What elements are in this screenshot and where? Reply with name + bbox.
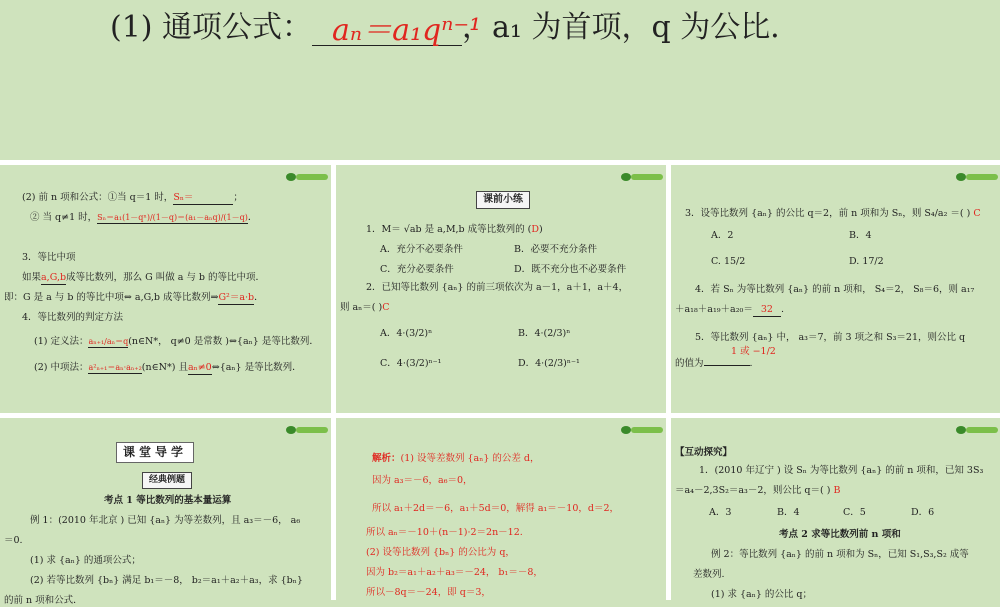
slide-sum-formula: (2) 前 n 项和公式：①当 q＝1 时，Sₙ＝ ； ② 当 q≠1 时，Sₙ＝a₁(1－qⁿ)/(1－q)＝(a₁－aₙq)/(1－q)． 3．等比中项 如果a,G,b成等比数列，那么 G 叫做 a 与 b 的等比中项． 即：G 是 a 与 b 的等比中项⇔ a,G,b 成等比数列⇒G²＝a·b． 4．等比数列的判定方法 (1) 定义法：aₙ₊₁/aₙ＝q(n∈N*， q≠0 是常数 )⇔{aₙ} 是等比数列． (2) 中项法：a²ₙ₊₁＝aₙ·aₙ₊₂(n∈N*) 且aₙ≠0⇔{aₙ} 是等比数列．: [0, 165, 331, 413]
slide-practice-3-5: 3．设等比数列 {aₙ} 的公比 q＝2，前 n 项和为 Sₙ，则 S₄/a₂ ＝( ) C A．2 B．4 C. 15/2 D. 17/2 4．若 Sₙ 为等比数列 {aₙ} 的前 n 项和， S₄＝2， S₈＝6，则 a₁₇ ＋a₁₈＋a₁₉＋a₂₀＝ 32 . 5．等比数列 {aₙ} 中， a₃＝7，前 3 项之和 S₃＝21，则公比 q 1 或 −1/2 的值为 .: [675, 208, 981, 369]
answer-middle-term: a²ₙ₊₁＝aₙ·aₙ₊₂: [88, 362, 141, 374]
topic-heading: 考点 2 求等比数列前 n 项和: [779, 529, 901, 540]
question-3: 3．设等比数列 {aₙ} 的公比 q＝2，前 n 项和为 Sₙ，则 S₄/a₂ ＝( ): [685, 208, 971, 219]
text-line: (2) 前 n 项和公式：①当 q＝1 时，: [22, 192, 174, 203]
section-heading: 【互动探究】: [675, 447, 733, 458]
solution-line: 因为 b₂＝a₁＋a₂＋a₃＝－24， b₁＝－8，: [366, 567, 543, 578]
slide-classroom-guide: [0, 418, 331, 606]
topic-heading: 考点 1 等比数列的基本量运算: [104, 495, 232, 506]
answer-1: B: [833, 485, 841, 496]
example-1-part-2: (2) 若等比数列 {bₙ} 满足 b₁＝－8， b₂＝a₁＋a₂＋a₃，求 {bₙ}: [30, 575, 303, 586]
option-d: D. 17/2: [849, 256, 884, 267]
solution-line: 所以－8q＝－24，即 q＝3，: [366, 587, 491, 598]
text-line: (n∈N*) 且: [141, 362, 188, 373]
text-line: 即：G 是 a 与 b 的等比中项⇔ a,G,b 成等比数列⇒: [4, 292, 219, 303]
slide-solution: [336, 418, 666, 600]
option-d: D．既不充分也不必要条件: [514, 264, 627, 275]
formula-prefix: (1) 通项公式：: [110, 10, 313, 45]
answer-sn-q1: Sₙ＝: [173, 191, 233, 205]
example-1-part-1: (1) 求 {aₙ} 的通项公式；: [30, 555, 141, 566]
slide-pre-class-practice: [336, 165, 666, 413]
formula-answer: aₙ＝a₁qⁿ⁻¹: [332, 13, 482, 48]
question-1-cont: ＝a₄－2,3S₂＝a₃－2，则公比 q＝( ): [675, 485, 831, 496]
section-heading: 3．等比中项: [22, 252, 76, 263]
option-a: A．充分不必要条件: [380, 244, 463, 255]
text-line: ⇔{aₙ} 是等比数列．: [211, 362, 302, 373]
paren: ): [539, 224, 543, 235]
answer-1: D: [531, 224, 540, 235]
option-a: A．4·(3/2)ⁿ: [380, 328, 433, 339]
solution-line: (2) 设等比数列 {bₙ} 的公比为 q，: [366, 547, 515, 558]
answer-4: 32: [753, 303, 781, 317]
formula-suffix: ，a₁ 为首项，q 为公比．: [462, 10, 801, 45]
answer-g-squared: G²＝a·b: [218, 291, 254, 305]
option-a: A．2: [711, 230, 734, 241]
answer-ratio: aₙ₊₁/aₙ＝q: [88, 336, 128, 348]
question-4-cont: ＋a₁₈＋a₁₉＋a₂₀＝: [675, 304, 753, 315]
option-c: C．5: [843, 507, 866, 518]
text-line: 成等比数列，那么 G 叫做 a 与 b 的等比中项．: [66, 272, 266, 283]
classroom-banner: 课堂导学: [116, 442, 194, 463]
answer-3: C: [973, 208, 981, 219]
option-c: C. 15/2: [711, 256, 746, 267]
section-title: 课前小练: [476, 191, 530, 209]
example-2-part-1: (1) 求 {aₙ} 的公比 q；: [711, 589, 812, 600]
option-a: A．3: [709, 507, 732, 518]
answer-nonzero: aₙ≠0: [188, 361, 212, 375]
question-2-cont: 则 aₙ＝( ): [340, 302, 383, 313]
option-d: D．4·(2/3)ⁿ⁻¹: [518, 358, 580, 369]
option-c: C．充分必要条件: [380, 264, 454, 275]
answer-2: C: [382, 302, 390, 313]
question-1: 1．(2010 年辽宁 ) 设 Sₙ 为等比数列 {aₙ} 的前 n 项和，已知 3S₃: [699, 465, 984, 476]
option-b: B．4: [777, 507, 800, 518]
example-1: 例 1：(2010 年北京 ) 已知 {aₙ} 为等差数列，且 a₃＝－6， a₆: [30, 515, 301, 526]
option-b: B．4: [849, 230, 872, 241]
solution-line: 因为 a₃＝－6，a₆＝0，: [372, 475, 473, 486]
example-2-cont: 差数列.: [693, 569, 725, 580]
question-5: 5．等比数列 {aₙ} 中， a₃＝7，前 3 项之和 S₃＝21，则公比 q: [695, 332, 966, 343]
example-1-part-2-cont: 的前 n 项和公式．: [4, 595, 83, 606]
example-2: 例 2：等比数列 {aₙ} 的前 n 项和为 Sₙ，已知 S₁,S₃,S₂ 成等: [711, 549, 969, 560]
example-1-cont: ＝0.: [4, 535, 23, 546]
solution-line: 所以 aₙ＝－10＋(n－1)·2＝2n－12.: [366, 527, 523, 538]
section-heading: 4．等比数列的判定方法: [22, 312, 124, 323]
answer-blank: [312, 11, 482, 48]
general-term-formula: [110, 2, 800, 46]
text-line: (n∈N*， q≠0 是常数 )⇔{aₙ} 是等比数列．: [128, 336, 319, 347]
answer-agb: a,G,b: [41, 271, 66, 285]
option-b: B．4·(2/3)ⁿ: [518, 328, 571, 339]
answer-5: 1 或 −1/2: [731, 346, 776, 357]
example-title: 经典例题: [142, 472, 192, 489]
option-d: D．6: [911, 507, 935, 518]
text-line: 如果: [22, 272, 42, 283]
solution-label: 解析：: [372, 453, 401, 464]
question-4: 4．若 Sₙ 为等比数列 {aₙ} 的前 n 项和， S₄＝2， S₈＝6，则 a₁₇: [695, 284, 975, 295]
option-b: B．必要不充分条件: [514, 244, 597, 255]
question-5-cont: 的值为: [675, 358, 704, 369]
answer-blank: [704, 365, 750, 366]
answer-sn-q-not-1: Sₙ＝a₁(1－qⁿ)/(1－q)＝(a₁－aₙq)/(1－q): [97, 212, 248, 224]
option-c: C．4·(3/2)ⁿ⁻¹: [380, 358, 442, 369]
question-1: 1．M＝ √ab 是 a,M,b 成等比数列的 (: [366, 224, 532, 235]
slide-interactive-exploration: [671, 418, 1000, 600]
question-2: 2．已知等比数列 {aₙ} 的前三项依次为 a－1，a＋1，a＋4，: [366, 282, 629, 293]
top-slide: [0, 0, 1000, 160]
text-line: ② 当 q≠1 时，: [30, 212, 98, 223]
text-line: (2) 中项法：: [34, 362, 89, 373]
text-line: (1) 定义法：: [34, 336, 89, 347]
solution-line: 所以 a₁＋2d＝－6，a₁＋5d＝0，解得 a₁＝－10，d＝2，: [372, 503, 620, 514]
solution-line: (1) 设等差数列 {aₙ} 的公差 d，: [400, 453, 540, 464]
